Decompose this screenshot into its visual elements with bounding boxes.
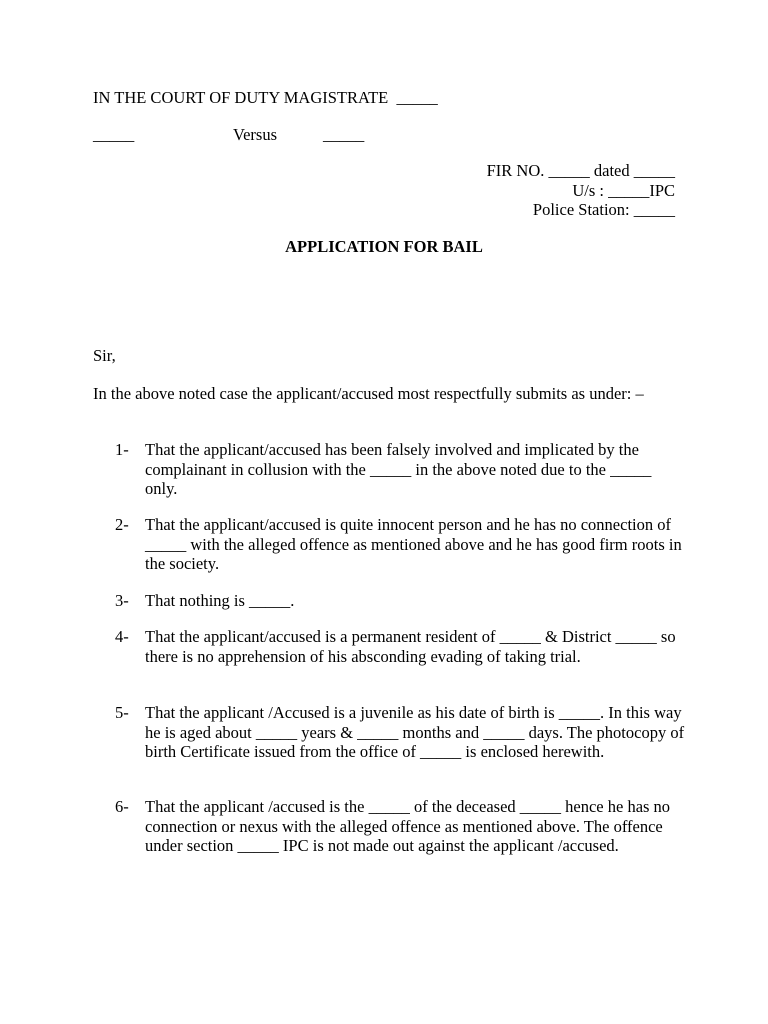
list-item-number: 6- (115, 797, 129, 816)
list-item-text: That the applicant /Accused is a juvenile as his date of birth is _____. In this way he is aged about _____ years & _____ months and _____ days. The photocopy of birth Certificate issued from the office of _____ is enclosed herewith. (145, 703, 685, 761)
list-item-text: That the applicant/accused is quite innocent person and he has no connection of _____ with the alleged offence as mentioned above and he has good firm roots in the society. (145, 515, 682, 573)
versus-label: Versus (233, 125, 277, 144)
intro-paragraph: In the above noted case the applicant/accused most respectfully submits as under: – (93, 384, 644, 403)
party-right-blank: _____ (323, 125, 365, 144)
salutation: Sir, (93, 346, 116, 365)
list-item-number: 5- (115, 703, 129, 722)
list-item-text: That the applicant /accused is the _____ of the deceased _____ hence he has no connection or nexus with the alleged offence as mentioned above. The offence under section _____ IPC is not made out against the applicant /accused. (145, 797, 671, 855)
court-heading: IN THE COURT OF DUTY MAGISTRATE _____ (93, 88, 438, 107)
list-item-text: That the applicant/accused is a permanent resident of _____ & District _____ so there is no apprehension of his absconding evading of taking trial. (145, 627, 676, 666)
list-item-number: 3- (115, 591, 129, 610)
police-station-line: Police Station: _____ (532, 200, 675, 219)
page-title: APPLICATION FOR BAIL (285, 237, 483, 256)
under-section-line: U/s : _____IPC (572, 181, 675, 200)
fir-number-line: FIR NO. _____ dated _____ (486, 161, 675, 180)
list-item-text: That the applicant/accused has been falsely involved and implicated by the complainant in collusion with the _____ in the above noted due to the _____ only. (145, 440, 652, 498)
list-item-number: 2- (115, 515, 129, 534)
list-item-number: 4- (115, 627, 129, 646)
party-left-blank: _____ (93, 125, 135, 144)
list-item-text: That nothing is _____. (145, 591, 295, 610)
list-item-number: 1- (115, 440, 129, 459)
